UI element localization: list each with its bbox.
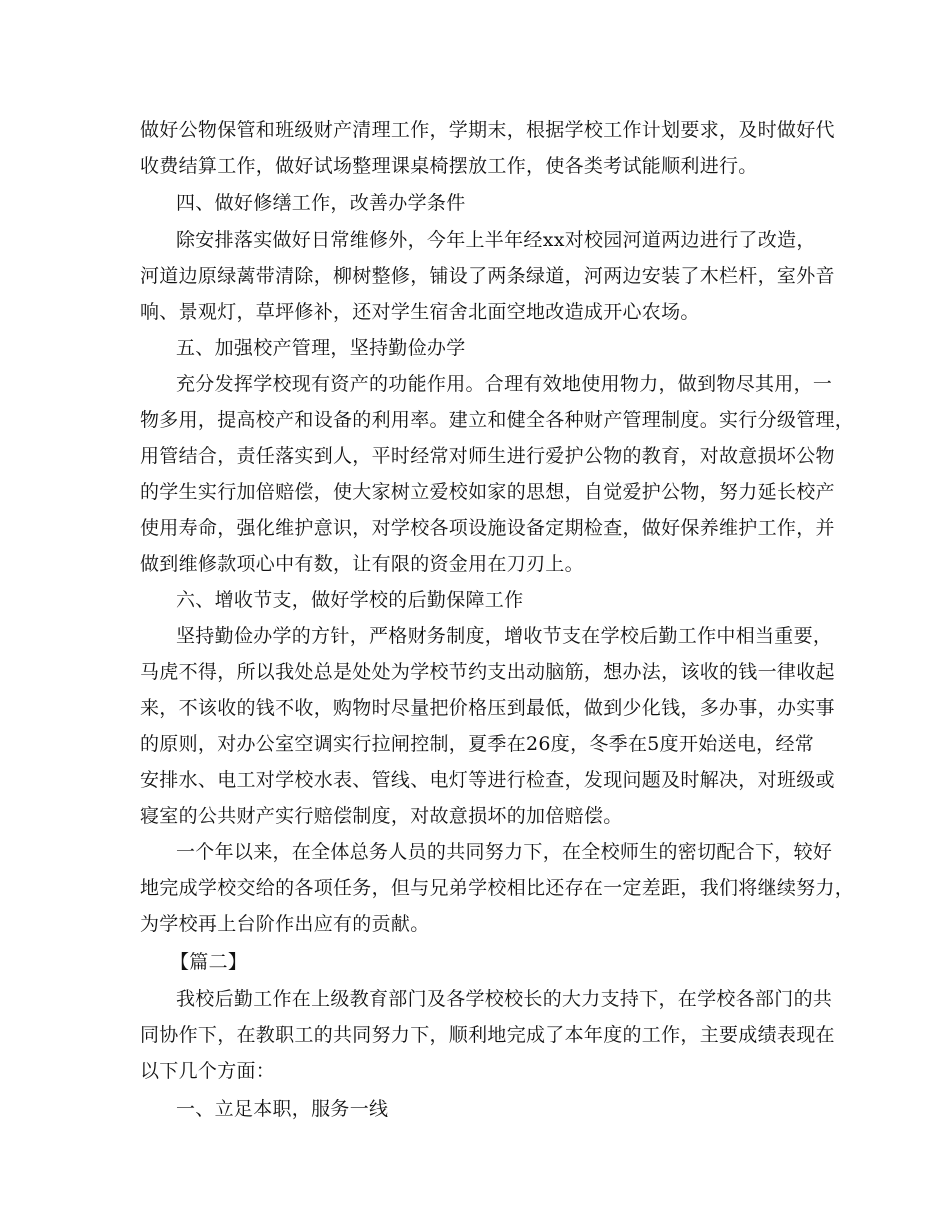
text-line: 安排水、电工对学校水表、管线、电灯等进行检查，发现问题及时解决，对班级或 (140, 769, 835, 791)
text-line: 寝室的公共财产实行赔偿制度，对故意损坏的加倍赔偿。 (140, 805, 623, 827)
text-line: 的原则，对办公室空调实行拉闸控制，夏季在26度，冬季在5度开始送电，经常 (140, 733, 815, 755)
text-line: 为学校再上台阶作出应有的贡献。 (140, 913, 430, 935)
text-line: 除安排落实做好日常维修外，今年上半年经xx对校园河道两边进行了改造， (176, 229, 816, 251)
text-line: 我校后勤工作在上级教育部门及各学校校长的大力支持下，在学校各部门的共 (176, 988, 833, 1010)
text-line: 做好公物保管和班级财产清理工作，学期末，根据学校工作计划要求，及时做好代 (140, 119, 835, 141)
part-heading: 【篇二】 (170, 951, 248, 973)
text-line: 收费结算工作，做好试场整理课桌椅摆放工作，使各类考试能顺利进行。 (140, 155, 758, 177)
text-line: 响、景观灯，草坪修补，还对学生宿舍北面空地改造成开心农场。 (140, 301, 700, 323)
section-heading: 六、增收节支，做好学校的后勤保障工作 (176, 589, 524, 611)
text-line: 来，不该收的钱不收，购物时尽量把价格压到最低，做到少化钱，多办事，办实事 (140, 697, 835, 719)
section-heading: 四、做好修缮工作，改善办学条件 (176, 192, 466, 214)
text-line: 用管结合，责任落实到人，平时经常对师生进行爱护公物的教育，对故意损坏公物 (140, 445, 835, 467)
text-line: 使用寿命，强化维护意识，对学校各项设施设备定期检查，做好保养维护工作，并 (140, 517, 835, 539)
text-line: 以下几个方面： (140, 1060, 276, 1082)
text-line: 的学生实行加倍赔偿，使大家树立爱校如家的思想，自觉爱护公物，努力延长校产 (140, 481, 835, 503)
section-heading: 五、加强校产管理，坚持勤俭办学 (176, 337, 466, 359)
section-heading: 一、立足本职，服务一线 (176, 1098, 389, 1120)
text-line: 同协作下，在教职工的共同努力下，顺利地完成了本年度的工作，主要成绩表现在 (140, 1024, 835, 1046)
text-line: 做到维修款项心中有数，让有限的资金用在刀刃上。 (140, 553, 584, 575)
text-line: 物多用，提高校产和设备的利用率。建立和健全各种财产管理制度。实行分级管理， (140, 409, 855, 431)
text-line: 马虎不得，所以我处总是处处为学校节约支出动脑筋，想办法，该收的钱一律收起 (140, 661, 835, 683)
text-line: 一个年以来，在全体总务人员的共同努力下，在全校师生的密切配合下，较好 (176, 841, 833, 863)
text-line: 河道边原绿蓠带清除，柳树整修，铺设了两条绿道，河两边安装了木栏杆，室外音 (140, 265, 835, 287)
text-line: 坚持勤俭办学的方针，严格财务制度，增收节支在学校后勤工作中相当重要， (176, 625, 833, 647)
text-line: 地完成学校交给的各项任务，但与兄弟学校相比还存在一定差距，我们将继续努力， (140, 877, 855, 899)
text-line: 充分发挥学校现有资产的功能作用。合理有效地使用物力，做到物尽其用，一 (176, 373, 833, 395)
